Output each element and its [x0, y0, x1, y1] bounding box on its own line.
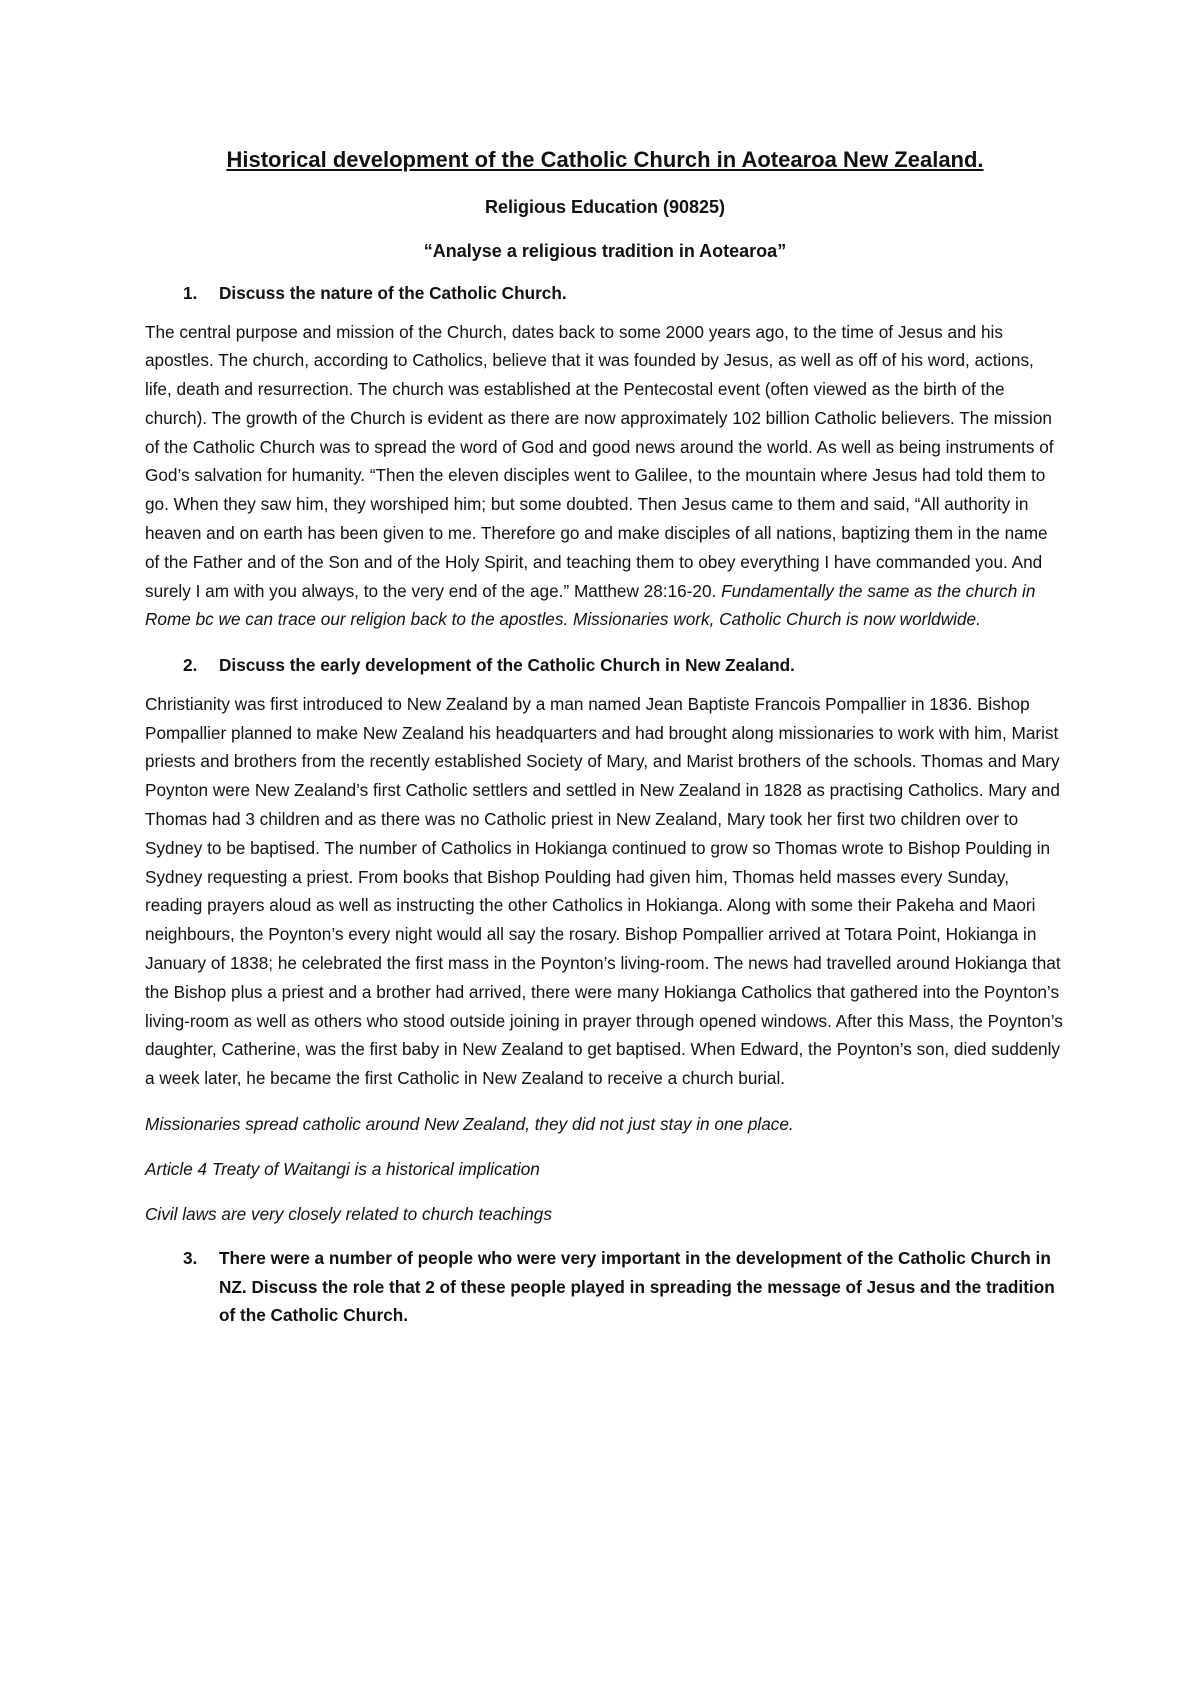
section-1-body-text: The central purpose and mission of the Church, dates back to some 2000 years ago, to the time of Jesus and his apostles. The church, according to Catholics, believe that it was founded by Jesus, as well as off of his word, actions, life, death and resurrection. The church was established at the Pentecostal event (often viewed as the birth of the church). The growth of the Church is evident as there are now approximately 102 billion Catholic believers. The mission of the Catholic Church was to spread the word of God and good news around the world. As well as being instruments of God’s salvation for humanity. “Then the eleven disciples went to Galilee, to the mountain where Jesus had told them to go. When they saw him, they worshiped him; but some doubted. Then Jesus came to them and said, “All authority in heaven and on earth has been given to me. Therefore go and make disciples of all nations, baptizing them in the name of the Father and of the Son and of the Holy Spirit, and teaching them to obey everything I have commanded you. And surely I am with you always, to the very end of the age.” Matthew 28:16-20. [145, 321, 1054, 601]
section-2-note: Article 4 Treaty of Waitangi is a historical implication [145, 1158, 540, 1179]
section-1-body [145, 318, 1065, 635]
question-number: 2. [183, 655, 198, 676]
question-text: There were a number of people who were very important in the development of the Catholic Church in NZ. Discuss the role that 2 of these people played in spreading the message of Jesus and the tradition of the Catholic Church. [219, 1248, 1055, 1326]
section-2-note: Missionaries spread catholic around New Zealand, they did not just stay in one place. [145, 1113, 794, 1134]
question-3 [145, 1244, 1065, 1330]
question-1 [145, 279, 1065, 308]
section-2-note: Civil laws are very closely related to church teachings [145, 1203, 552, 1224]
question-2 [145, 651, 1065, 680]
document-content [145, 146, 1065, 1340]
section-1-body-italic: Fundamentally the same as the church in Rome bc we can trace our religion back to the apostles. Missionaries work, Catholic Church is now worldwide. [145, 580, 1036, 630]
document-subject: Religious Education (90825) [484, 197, 726, 217]
question-text: Discuss the nature of the Catholic Church. [219, 283, 567, 303]
question-text: Discuss the early development of the Catholic Church in New Zealand. [219, 655, 795, 676]
document-title: Historical development of the Catholic Church in Aotearoa New Zealand. [226, 147, 984, 172]
section-2-body: Christianity was first introduced to New Zealand by a man named Jean Baptiste Francois Pompallier in 1836. Bishop Pompallier planned to make New Zealand his headquarters and had brought along missionaries to work with him, Marist priests and brothers from the recently established Society of Mary, and Marist brothers of the schools. Thomas and Mary Poynton were New Zealand’s first Catholic settlers and settled in New Zealand in 1828 as practising Catholics. Mary and Thomas had 3 children and as there was no Catholic priest in New Zealand, Mary took her first two children over to Sydney to be baptised. The number of Catholics in Hokianga continued to grow so Thomas wrote to Bishop Poulding in Sydney requesting a priest. From books that Bishop Poulding had given him, Thomas held masses every Sunday, reading prayers aloud as well as instructing the other Catholics in Hokianga. Along with some their Pakeha and Maori neighbours, the Poynton’s every night would all say the rosary. Bishop Pompallier arrived at Totara Point, Hokianga in January of 1838; he celebrated the first mass in the Poynton’s living-room. The news had travelled around Hokianga that the Bishop plus a priest and a brother had arrived, there were many Hokianga Catholics that gathered into the Poynton’s living-room as well as others who stood outside joining in prayer through opened windows. After this Mass, the Poynton’s daughter, Catherine, was the first baby in New Zealand to get baptised. When Edward, the Poynton’s son, died suddenly a week later, he became the first Catholic in New Zealand to receive a church burial. [145, 693, 1063, 1089]
question-number: 3. [183, 1248, 198, 1269]
question-number: 1. [183, 283, 198, 303]
document-task: “Analyse a religious tradition in Aotearoa” [423, 241, 787, 261]
